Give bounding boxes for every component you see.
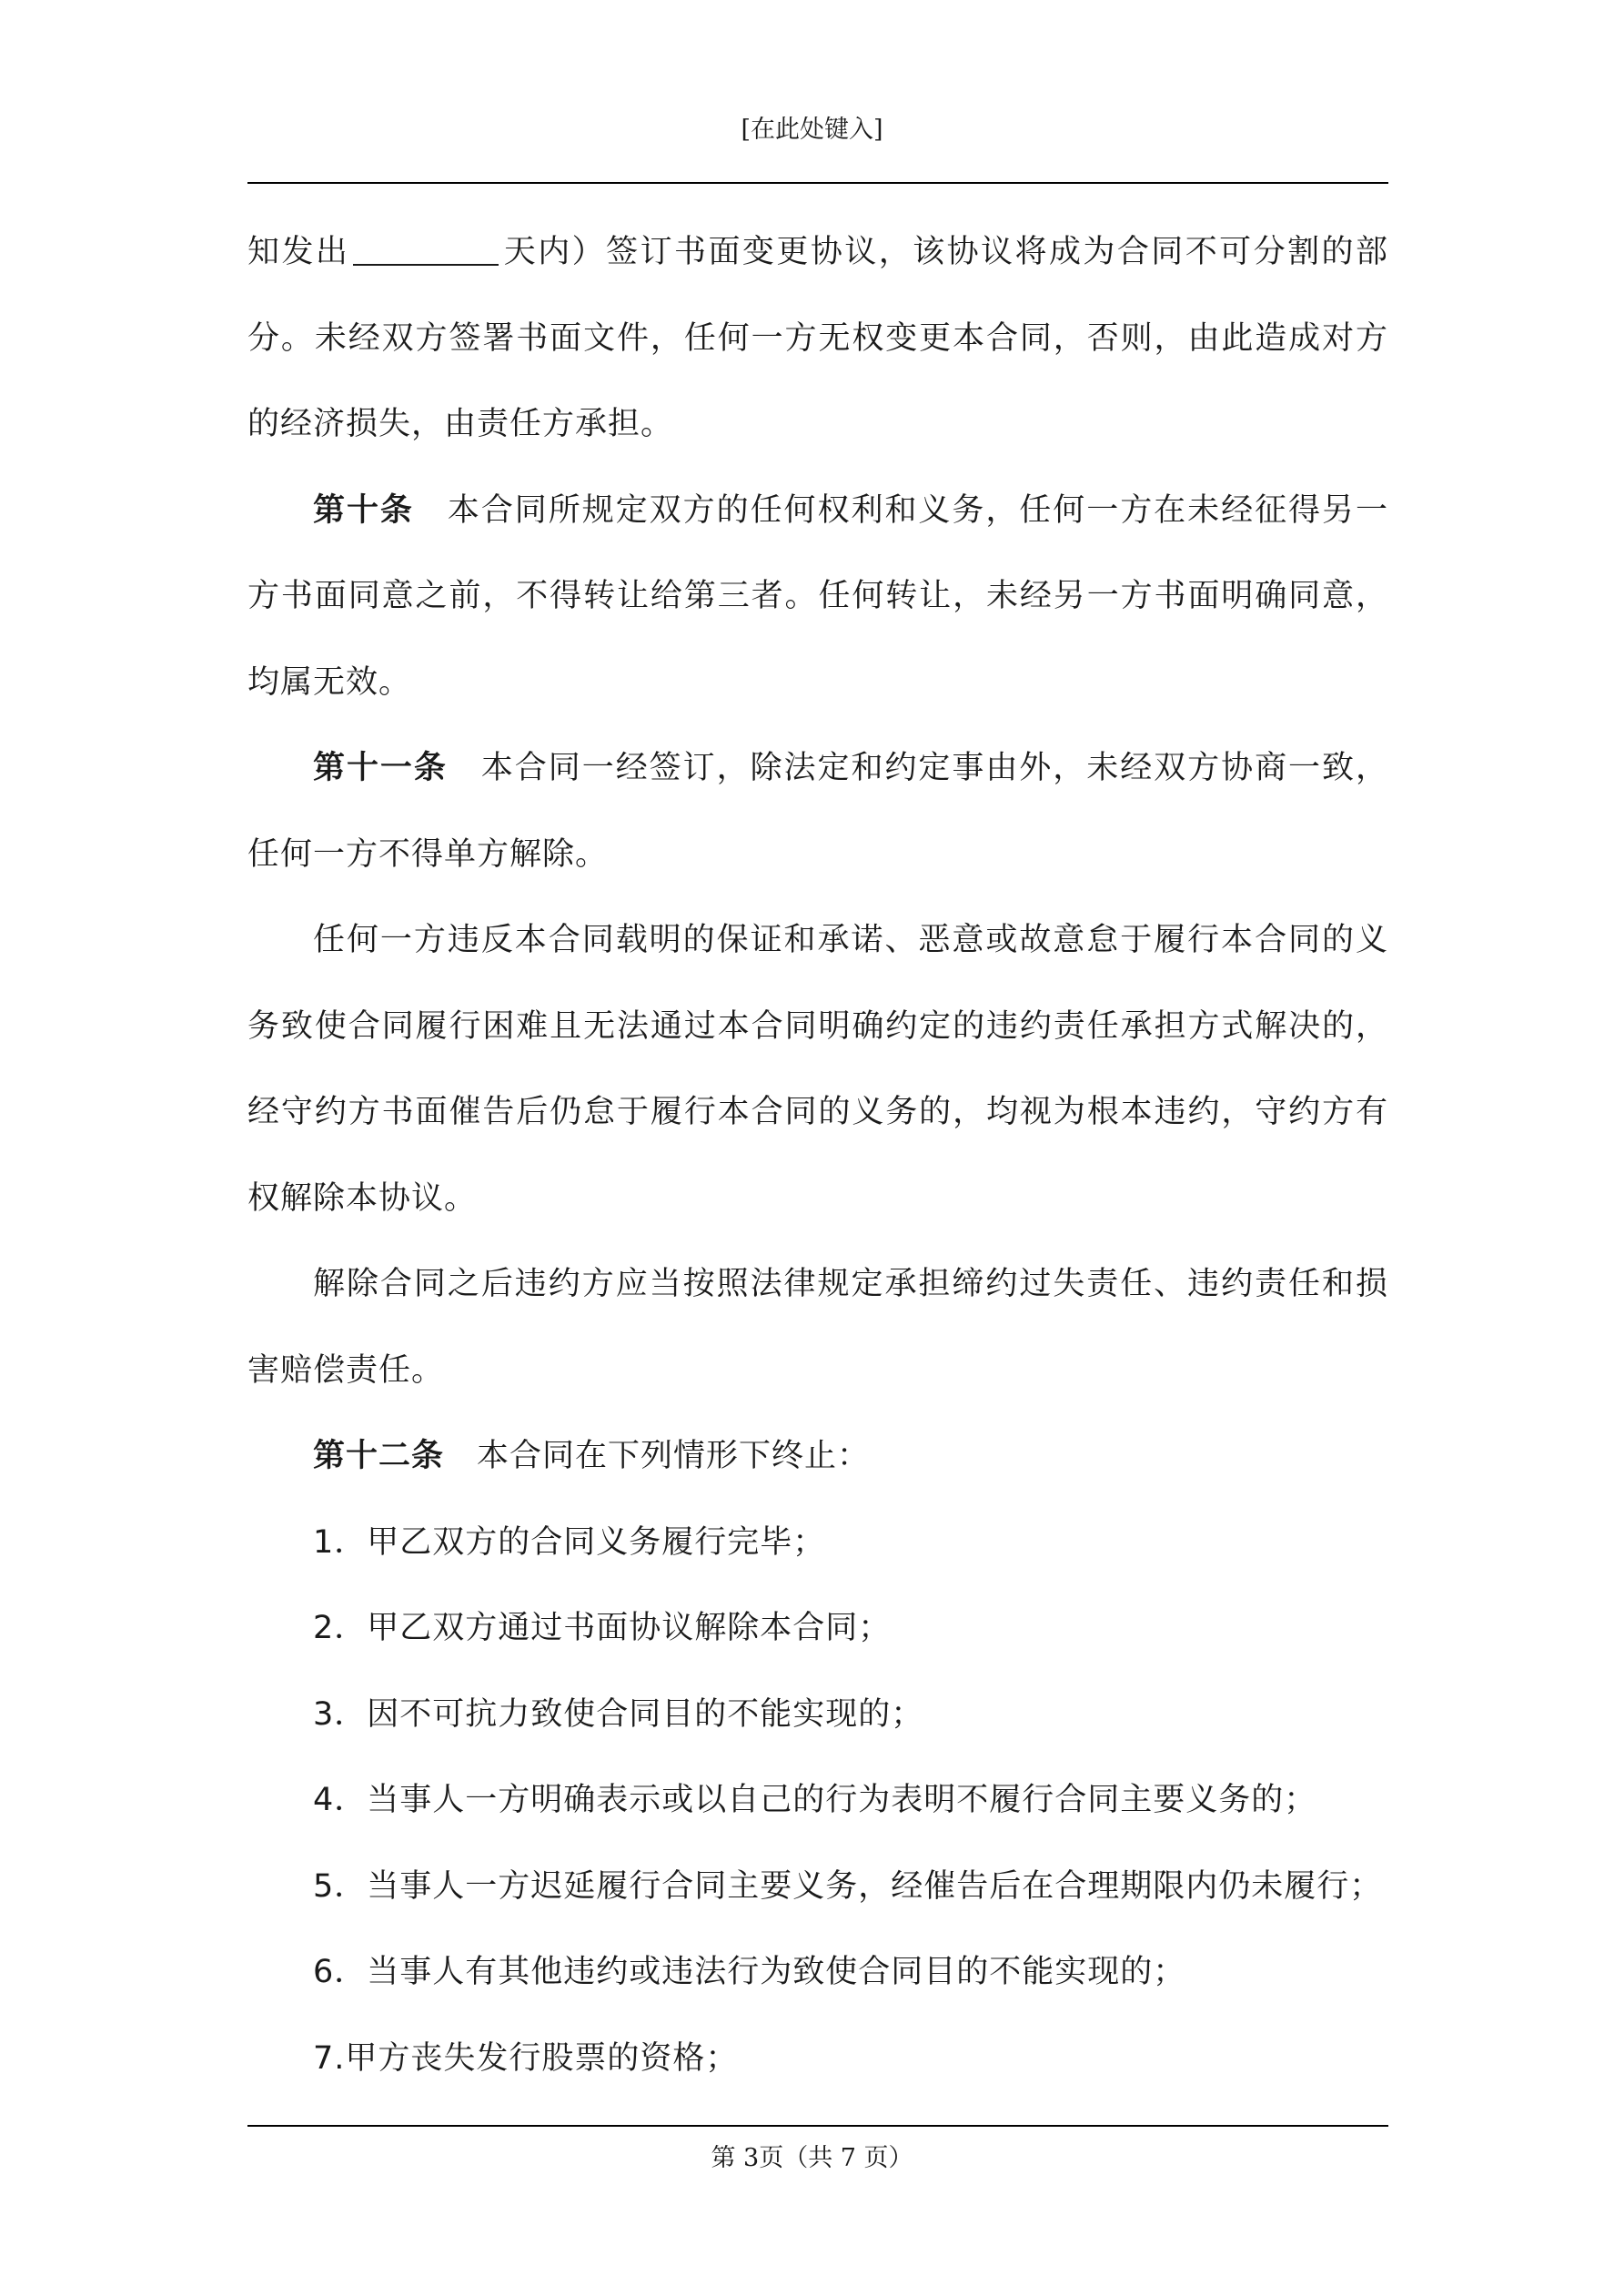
paragraph-text: 天内）签订书面变更协议，该协议将成为合同不可分割的部分。未经双方签署书面文件，任何一方无权变更本合同，否则，由此造成对方的经济损失，由责任方承担。 — [247, 234, 1388, 442]
article-11 — [247, 725, 1388, 897]
list-item: 3．因不可抗力致使合同目的不能实现的； — [313, 1695, 924, 1733]
list-item: 7.甲方丧失发行股票的资格； — [313, 2039, 739, 2077]
article-10 — [247, 468, 1388, 726]
article-11-text: 本合同一经签订，除法定和约定事由外，未经双方协商一致，任何一方不得单方解除。 — [247, 750, 1388, 873]
document-body — [247, 209, 1388, 2101]
list-item: 6．当事人有其他违约或违法行为致使合同目的不能实现的； — [313, 1954, 1186, 1990]
article-11-label: 第十一条 — [313, 750, 448, 786]
fill-in-blank — [353, 237, 499, 266]
article-12-label: 第十二条 — [313, 1438, 445, 1474]
article-12 — [247, 1413, 1388, 1500]
page-header: [在此处键入] — [741, 116, 883, 144]
list-item: 4．当事人一方明确表示或以自己的行为表明不履行合同主要义务的； — [313, 1782, 1317, 1818]
article-12-text: 本合同在下列情形下终止： — [477, 1438, 871, 1474]
paragraph-rescission-liability: 解除合同之后违约方应当按照法律规定承担缔约过失责任、违约责任和损害赔偿责任。 — [247, 1266, 1388, 1389]
paragraph-text: 知发出 — [247, 234, 350, 270]
paragraph-change-agreement — [247, 209, 1388, 468]
article-10-text: 本合同所规定双方的任何权利和义务，任何一方在未经征得另一方书面同意之前，不得转让给第三者。任何转让，未经另一方书面明确同意，均属无效。 — [247, 491, 1388, 701]
header-divider — [247, 182, 1388, 184]
page-number: 第 3页（共 7 页） — [711, 2144, 913, 2172]
paragraph-fundamental-breach: 任何一方违反本合同载明的保证和承诺、恶意或故意怠于履行本合同的义务致使合同履行困难且无法通过本合同明确约定的违约责任承担方式解决的，经守约方书面催告后仍怠于履行本合同的义务的，均视为根本违约，守约方有权解除本协议。 — [247, 922, 1388, 1217]
list-item: 1．甲乙双方的合同义务履行完毕； — [313, 1523, 826, 1561]
footer-divider — [247, 2125, 1388, 2127]
list-item: 5．当事人一方迟延履行合同主要义务，经催告后在合理期限内仍未履行； — [313, 1867, 1383, 1905]
article-10-label: 第十条 — [313, 491, 414, 529]
list-item: 2．甲乙双方通过书面协议解除本合同； — [313, 1610, 892, 1646]
